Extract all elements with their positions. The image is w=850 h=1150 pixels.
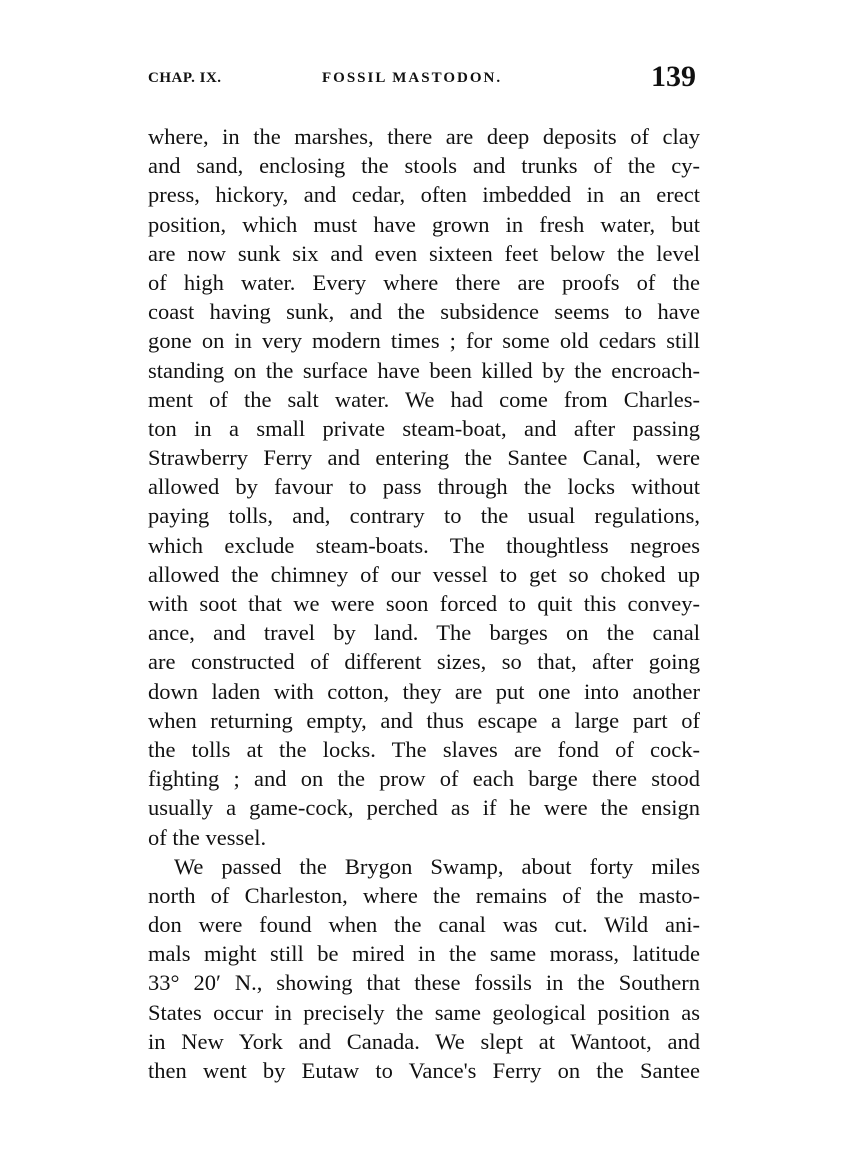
text-line: in New York and Canada. We slept at Wantoot, and — [148, 1028, 700, 1054]
text-line: ment of the salt water. We had come from Charles- — [148, 386, 700, 412]
text-line: when returning empty, and thus escape a large part of — [148, 707, 700, 733]
text-line: ance, and travel by land. The barges on the canal — [148, 620, 700, 646]
text-line: ton in a small private steam-boat, and after passing — [148, 415, 700, 441]
body-text — [148, 122, 700, 1085]
text-line: gone on in very modern times ; for some old cedars still — [148, 328, 700, 354]
text-line: Strawberry Ferry and entering the Santee Canal, were — [148, 445, 700, 471]
text-line: paying tolls, and, contrary to the usual regulations, — [148, 503, 700, 529]
page-number: 139 — [651, 60, 696, 93]
text-line: the tolls at the locks. The slaves are fond of cock- — [148, 736, 700, 762]
book-page — [148, 60, 700, 1085]
text-line: down laden with cotton, they are put one into another — [148, 678, 700, 704]
text-line: press, hickory, and cedar, often imbedded in an erect — [148, 182, 700, 208]
text-line: with soot that we were soon forced to quit this convey- — [148, 591, 700, 616]
running-title: FOSSIL MASTODON. — [322, 70, 503, 86]
text-line: mals might still be mired in the same morass, latitude — [148, 941, 700, 967]
text-line: are now sunk six and even sixteen feet below the level — [148, 240, 700, 266]
text-line: where, in the marshes, there are deep deposits of clay — [148, 124, 700, 149]
text-line: coast having sunk, and the subsidence seems to have — [148, 299, 700, 325]
paragraph — [148, 122, 700, 852]
paragraph — [148, 852, 700, 1086]
chapter-label: CHAP. IX. — [148, 70, 222, 86]
text-line: then went by Eutaw to Vance's Ferry on the Santee — [148, 1058, 700, 1083]
text-line: don were found when the canal was cut. Wild ani- — [148, 912, 700, 938]
text-line: which exclude steam-boats. The thoughtless negroes — [148, 532, 700, 558]
text-line: standing on the surface have been killed by the encroach- — [148, 357, 700, 383]
text-line: north of Charleston, where the remains of the masto- — [148, 882, 700, 908]
text-line: are constructed of different sizes, so that, after going — [148, 649, 700, 675]
text-line: of the vessel. — [148, 824, 267, 850]
text-line: fighting ; and on the prow of each barge there stood — [148, 766, 700, 792]
text-line: of high water. Every where there are proofs of the — [148, 269, 700, 295]
running-head — [148, 60, 700, 104]
text-line: usually a game-cock, perched as if he were the ensign — [148, 795, 700, 821]
text-line: position, which must have grown in fresh water, but — [148, 211, 700, 237]
text-line: and sand, enclosing the stools and trunks of the cy- — [148, 153, 700, 179]
text-line: 33° 20′ N., showing that these fossils in the Southern — [148, 970, 700, 996]
text-line: States occur in precisely the same geological position as — [148, 999, 700, 1025]
text-line: allowed by favour to pass through the locks without — [148, 474, 700, 500]
text-line: allowed the chimney of our vessel to get so choked up — [148, 561, 700, 587]
text-line: We passed the Brygon Swamp, about forty miles — [174, 853, 700, 879]
